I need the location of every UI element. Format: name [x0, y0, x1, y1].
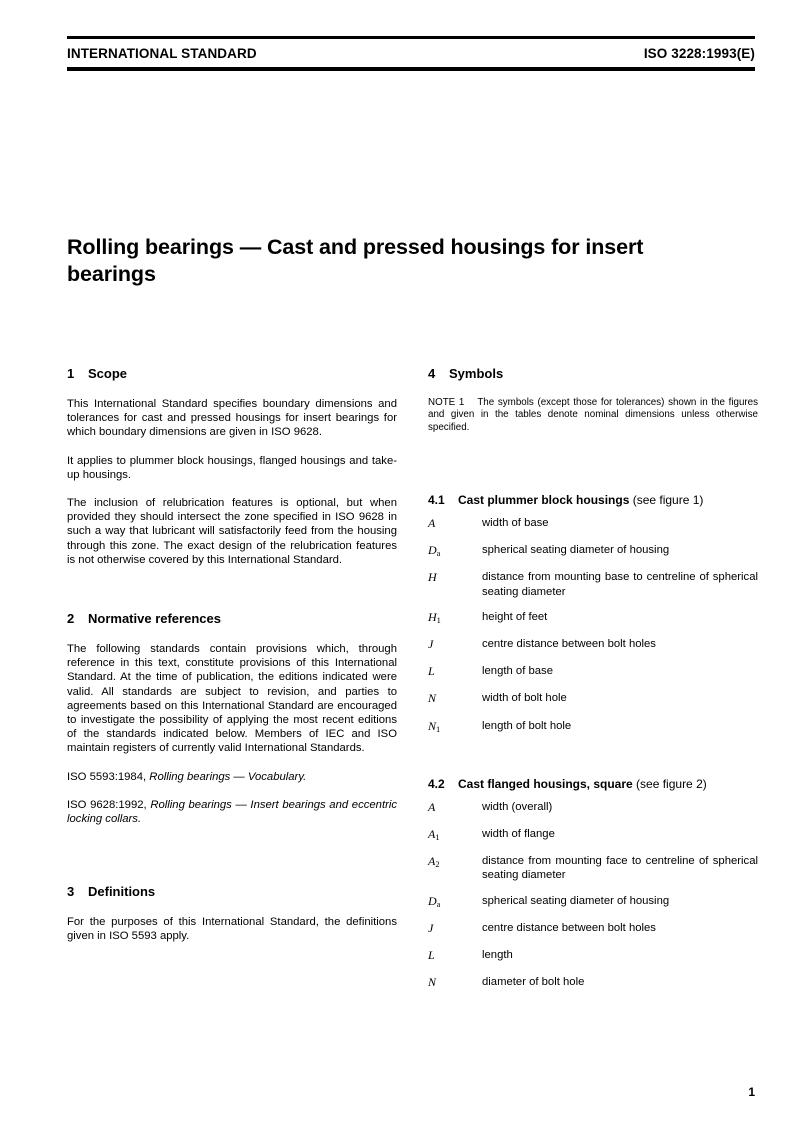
symbol-description: width of base: [482, 516, 549, 529]
symbol-label: $D_a$: [428, 893, 441, 909]
symbol-description: distance from mounting base to centreline of spherical seating diameter: [482, 571, 758, 598]
symbol-label: J: [428, 920, 434, 935]
subsection-title: Cast flanged housings, square: [458, 776, 633, 791]
reference-designation: ISO 5593:1984,: [67, 770, 150, 783]
section-number: 4: [428, 366, 436, 381]
section-heading-definitions: [67, 884, 397, 900]
right-column: [428, 366, 758, 1002]
section-number: 1: [67, 366, 75, 381]
symbol-row: [428, 854, 758, 882]
symbol-label: $A_2$: [428, 854, 440, 870]
header-standard-number: ISO 3228:1993(E): [643, 46, 755, 61]
symbol-label: A: [428, 515, 436, 530]
symbol-label: L: [428, 947, 435, 962]
page-title: Rolling bearings — Cast and pressed housings for insert bearings: [67, 235, 644, 286]
symbol-label: $H_1$: [428, 609, 441, 625]
symbol-description: spherical seating diameter of housing: [482, 544, 670, 557]
symbol-label: $D_a$: [428, 543, 441, 559]
subsection-title: Cast plummer block housings: [458, 492, 630, 507]
scope-paragraph-3: The inclusion of relubrication features is optional, but when provided they should intersect the zone specified in ISO 9628 in such a way that lubricant will satisfactorily feed from the housing through this zone. The exact design of the relubrication features is not otherwise covered by this International Standard.: [67, 497, 397, 566]
symbol-row: [428, 948, 758, 964]
symbol-description: diameter of bolt hole: [482, 976, 585, 989]
section-spacer: [428, 448, 758, 492]
section-spacer: [428, 746, 758, 776]
symbol-row: [428, 719, 758, 735]
section-heading-symbols: [428, 366, 758, 382]
section-title: Scope: [88, 366, 128, 381]
symbol-label: L: [428, 664, 435, 679]
reference-title: Rolling bearings — Insert bearings and eccentric locking collars.: [67, 798, 398, 826]
symbol-row: [428, 570, 758, 598]
symbol-description: spherical seating diameter of housing: [482, 894, 670, 907]
subsection-heading-cast-plummer-block-housings: [428, 492, 758, 508]
reference-designation: ISO 9628:1992,: [67, 798, 151, 811]
symbol-label: A: [428, 799, 436, 814]
section-number: 2: [67, 611, 75, 627]
symbol-label: $N_1$: [428, 718, 441, 734]
symbol-description: centre distance between bolt holes: [482, 637, 656, 650]
symbol-label: N: [428, 975, 437, 990]
symbol-description: width of flange: [482, 827, 555, 840]
section-spacer: [67, 840, 397, 884]
subsection-number: 4.2: [428, 776, 445, 791]
page-header: [67, 36, 755, 71]
symbols-note: [428, 397, 758, 434]
note-text: The symbols (except those for tolerances) shown in the figures and given in the tables denote nominal dimensions unless otherwise specified.: [428, 397, 759, 433]
definitions-paragraph: For the purposes of this International Standard, the definitions given in ISO 5593 apply.: [67, 916, 397, 943]
scope-paragraph-2: It applies to plummer block housings, flanged housings and take-up housings.: [67, 454, 397, 481]
reference-item: [67, 770, 397, 784]
normative-references-intro: The following standards contain provisions which, through reference in this text, constitute provisions of this International Standard. At the time of publication, the editions indicated were valid. All standards are subject to revision, and parties to agreements based on this International Standard are encouraged to investigate the possibility of applying the most recent editions of the standards indicated below. Members of IEC and ISO maintain registers of currently valid International Standards.: [67, 643, 397, 755]
symbol-list-41: [428, 516, 758, 735]
symbol-row: [428, 827, 758, 843]
symbol-label: $A_1$: [428, 826, 440, 842]
section-spacer: [67, 567, 397, 611]
header-row: [67, 39, 755, 67]
symbol-row: [428, 637, 758, 653]
reference-item: [67, 798, 397, 826]
subsection-figure-ref: (see figure 1): [629, 492, 704, 507]
symbol-label: H: [428, 570, 437, 585]
symbol-row: [428, 894, 758, 910]
symbol-row: [428, 610, 758, 626]
left-column: [67, 366, 397, 944]
section-heading-normative-references: [67, 611, 397, 627]
section-title: Normative references: [88, 611, 221, 627]
section-heading-scope: [67, 366, 397, 382]
symbol-row: [428, 921, 758, 937]
symbol-description: height of feet: [482, 610, 548, 623]
section-number: 3: [67, 884, 75, 900]
note-label: NOTE 1: [428, 397, 465, 408]
symbol-description: distance from mounting face to centreline of spherical seating diameter: [482, 855, 758, 882]
subsection-heading-cast-flanged-housings-square: [428, 776, 758, 792]
symbol-description: length: [482, 948, 513, 961]
symbol-row: [428, 543, 758, 559]
symbol-description: width (overall): [482, 800, 553, 813]
section-title: Symbols: [449, 366, 504, 381]
symbol-description: length of base: [482, 665, 553, 678]
symbol-label: J: [428, 636, 434, 651]
symbol-row: [428, 691, 758, 707]
subsection-number: 4.1: [428, 492, 445, 507]
symbol-row: [428, 664, 758, 680]
subsection-figure-ref: (see figure 2): [632, 776, 707, 791]
symbol-description: length of bolt hole: [482, 719, 572, 732]
symbol-row: [428, 975, 758, 991]
reference-title: Rolling bearings — Vocabulary.: [149, 770, 307, 783]
page-number: 1: [748, 1085, 755, 1099]
symbol-list-42: [428, 800, 758, 992]
section-title: Definitions: [88, 884, 156, 900]
scope-paragraph-1: This International Standard specifies boundary dimensions and tolerances for cast and pressed housings for insert bearings for which boundary dimensions are given in ISO 9628.: [67, 398, 397, 439]
header-standard-label: INTERNATIONAL STANDARD: [67, 46, 257, 61]
symbol-row: [428, 516, 758, 532]
symbol-description: centre distance between bolt holes: [482, 921, 656, 934]
header-rule-bottom: [67, 67, 755, 71]
symbol-label: N: [428, 691, 437, 706]
symbol-description: width of bolt hole: [482, 692, 567, 705]
symbol-row: [428, 800, 758, 816]
